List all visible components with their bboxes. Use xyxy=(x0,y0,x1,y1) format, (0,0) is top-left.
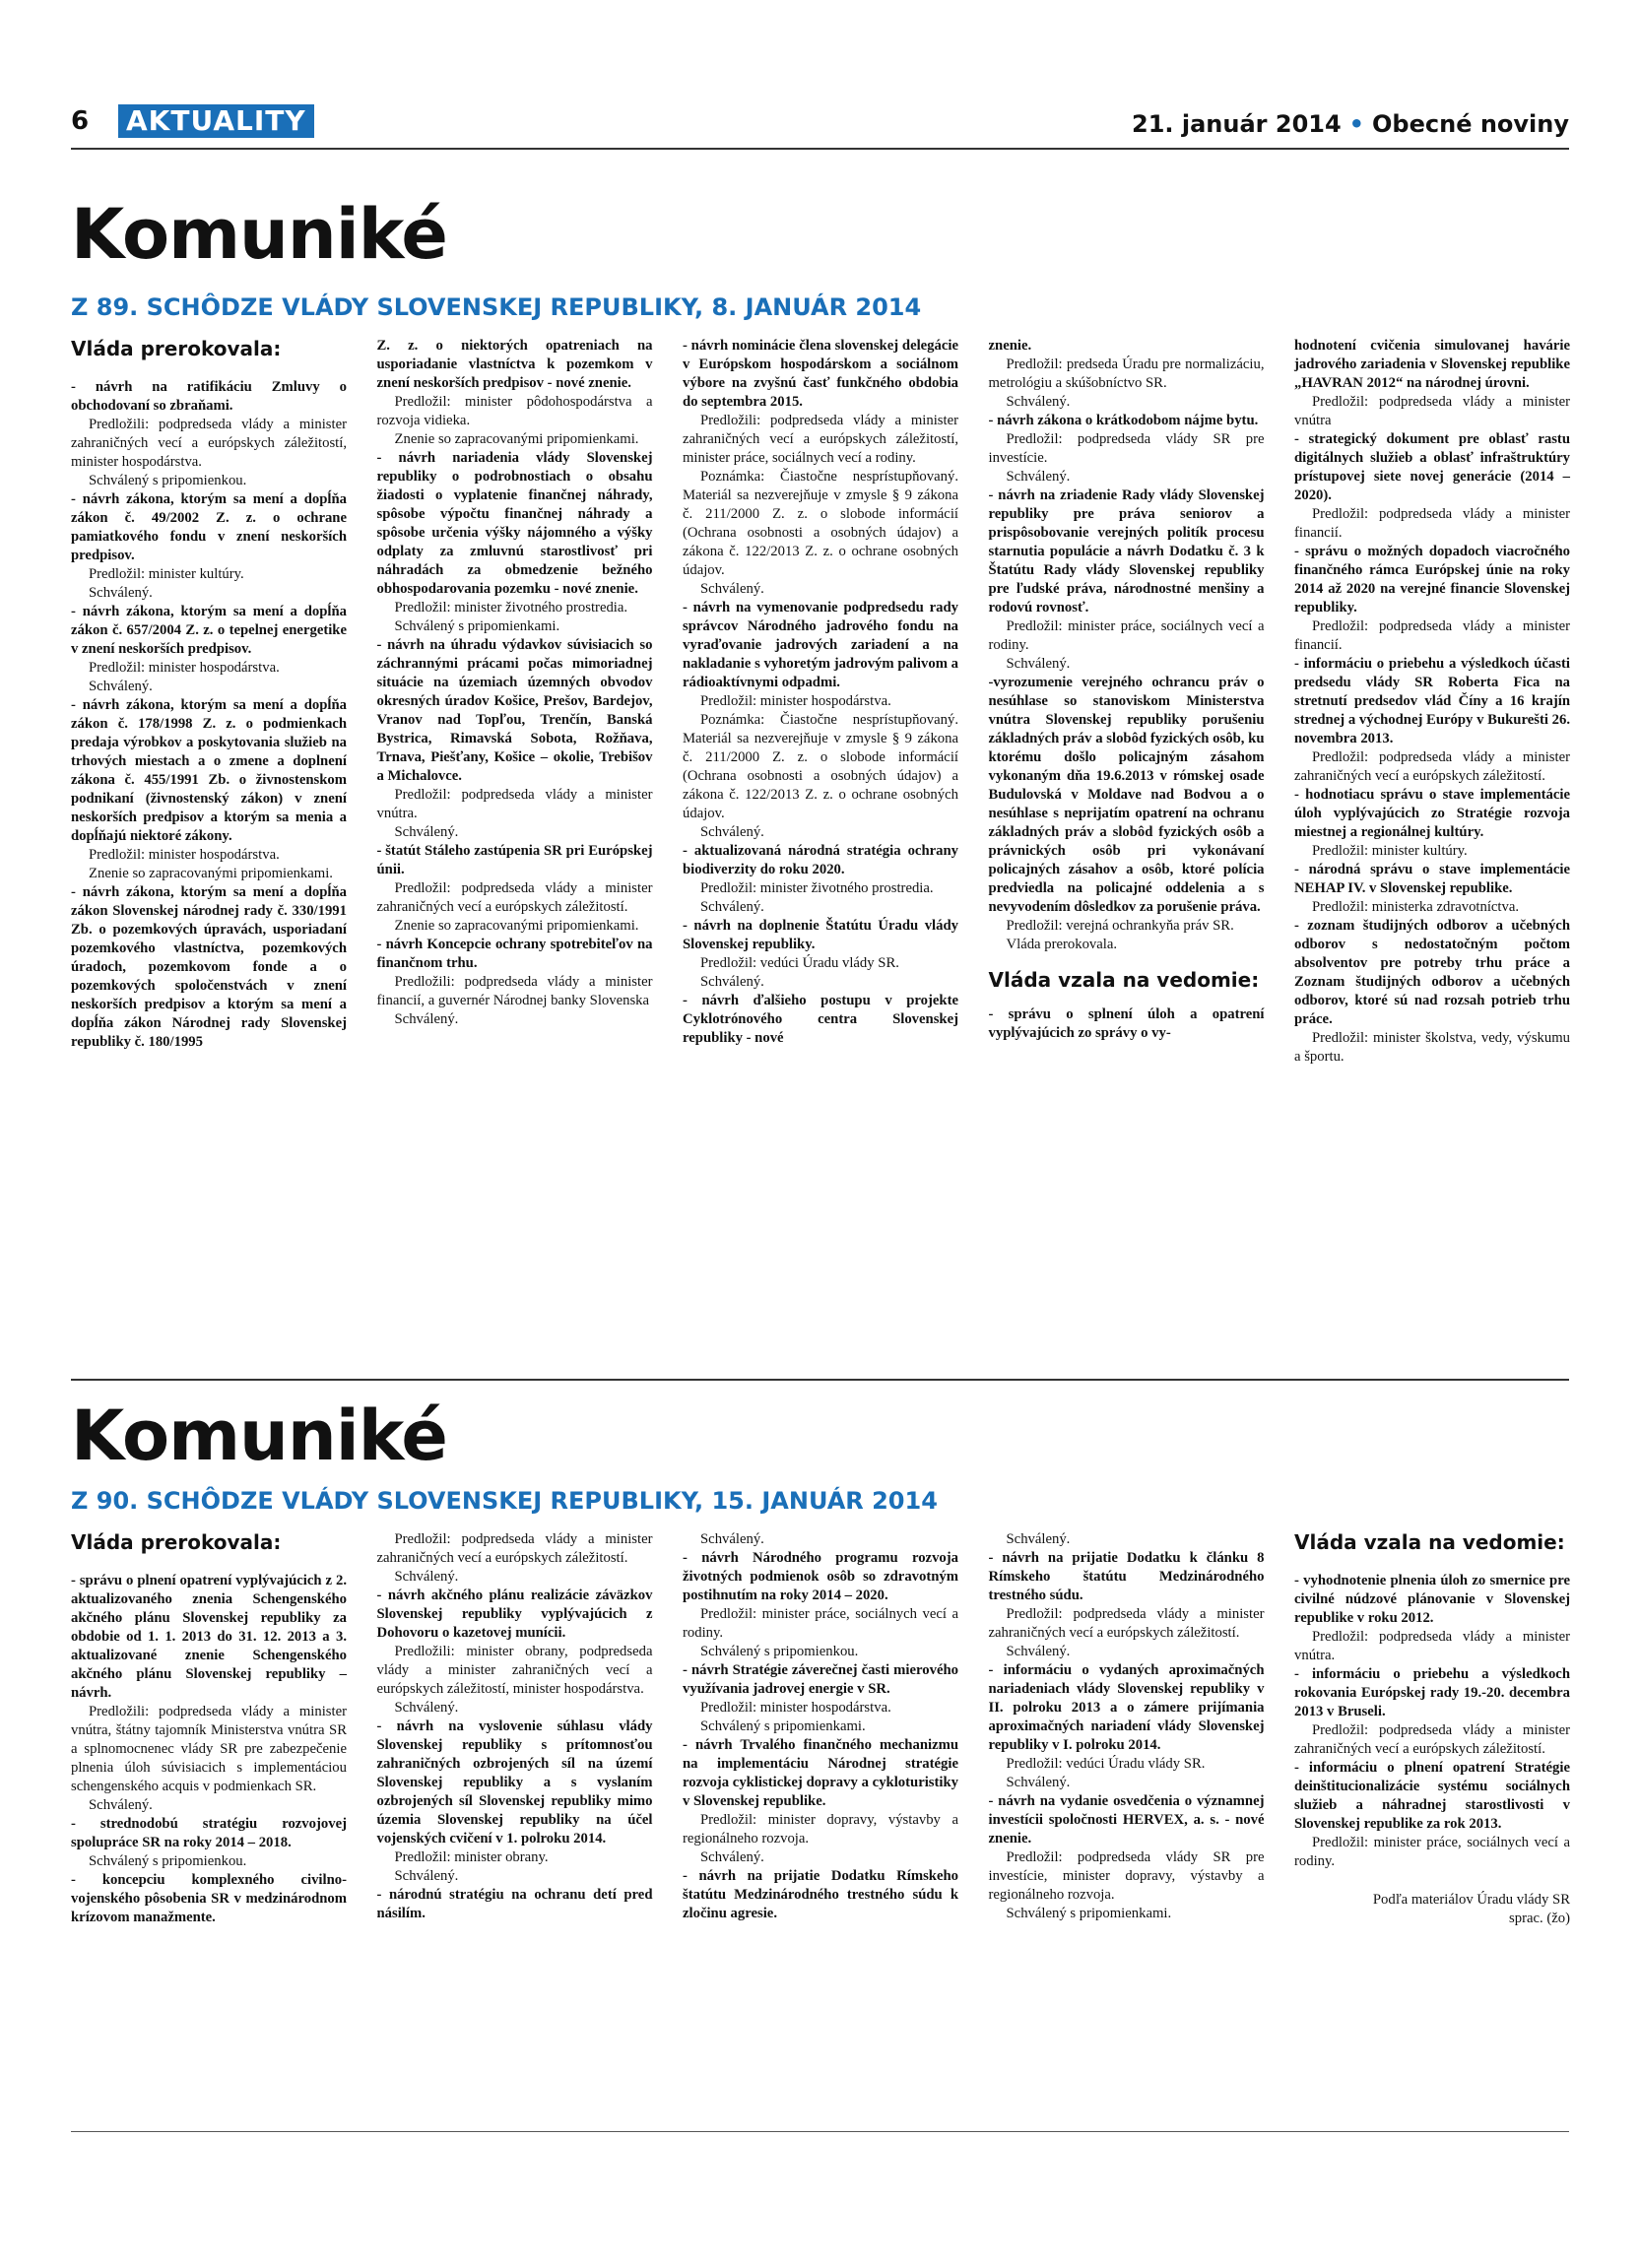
agenda-item: - návrh nominácie člena slovenskej delegácie v Európskom hospodárskom a sociálnom výbore na zvyšnú časť funkčného obdobia do septembra 2015. xyxy=(683,338,958,410)
section-label: AKTUALITY xyxy=(118,104,314,138)
footer-rule xyxy=(71,2131,1569,2132)
agenda-item: - informáciu o priebehu a výsledkoch účasti predsedu vlády SR Roberta Fica na stretnutí predsedov vlád Číny a 16 krajín strednej a východnej Európy v Bukurešti 26. novembra 2013. xyxy=(1294,656,1570,746)
agenda-item: - návrh zákona, ktorým sa mení a dopĺňa zákon č. 178/1998 Z. z. o podmienkach predaja výrobkov a poskytovania služieb na trhových miestach a o zmene a doplnení zákona č. 455/1991 Zb. o živnostenskom podnikaní (živnostenský zákon) v znení neskorších predpisov a ktorým sa menia a dopĺňajú niektoré zákony. xyxy=(71,697,347,844)
agenda-item: - návrh na doplnenie Štatútu Úradu vlády Slovenskej republiky. xyxy=(683,918,958,952)
agenda-note: Schválený. xyxy=(1006,1531,1071,1547)
text-column xyxy=(71,337,347,1067)
agenda-item: - návrh akčného plánu realizácie záväzkov Slovenskej republiky vyplývajúcich z Dohovoru o kazetovej munícii. xyxy=(376,1588,653,1641)
agenda-item: - vyhodnotenie plnenia úloh zo smernice pre civilné núdzové plánovanie v Slovenskej republike v roku 2012. xyxy=(1294,1573,1570,1626)
text-column xyxy=(989,1530,1265,1928)
agenda-item: - návrh na vyslovenie súhlasu vlády Slovenskej republiky s prítomnosťou zahraničných ozbrojených síl na území Slovenskej republiky a s vyslaním ozbrojených síl Slovenskej republiky mimo územia Slovenskej republiky na účel vojenských cvičení v 1. polroku 2014. xyxy=(376,1718,653,1847)
text-column xyxy=(71,1530,347,1928)
agenda-note: Predložil: ministerka zdravotníctva. xyxy=(1312,899,1520,915)
agenda-note: Predložil: minister hospodárstva. xyxy=(89,847,280,863)
agenda-item: - aktualizovaná národná stratégia ochrany biodiverzity do roku 2020. xyxy=(683,843,958,877)
agenda-note: Predložil: minister životného prostredia. xyxy=(394,600,628,616)
agenda-note: Predložil: vedúci Úradu vlády SR. xyxy=(1006,1756,1206,1772)
agenda-note: Schválený. xyxy=(89,1797,153,1813)
agenda-item: - informáciu o priebehu a výsledkoch rokovania Európskej rady 19.-20. decembra 2013 v Bruseli. xyxy=(1294,1666,1570,1719)
agenda-note: Predložili: podpredseda vlády a minister zahraničných vecí a európskych záležitostí, minister práce, sociálnych vecí a rodiny. xyxy=(683,413,958,466)
agenda-item: - návrh Trvalého finančného mechanizmu na implementáciu Národnej stratégie rozvoja cyklistickej dopravy a cykloturistiky v Slovenskej republike. xyxy=(683,1737,958,1809)
agenda-item: - informáciu o plnení opatrení Stratégie deinštitucionalizácie systému sociálnych služieb a náhradnej starostlivosti v Slovenskej republike za rok 2013. xyxy=(1294,1760,1570,1832)
agenda-item: - národná správu o stave implementácie NEHAP IV. v Slovenskej republike. xyxy=(1294,862,1570,896)
agenda-note: Predložil: minister hospodárstva. xyxy=(700,1700,891,1716)
agenda-item: - návrh ďalšieho postupu v projekte Cyklotrónového centra Slovenskej republiky - nové xyxy=(683,993,958,1046)
section-heading: Vláda vzala na vedomie: xyxy=(988,968,1260,992)
agenda-note: Predložil: podpredseda vlády SR pre investície, minister dopravy, výstavby a regionálneho rozvoja. xyxy=(988,1849,1265,1903)
agenda-note: Predložil: podpredseda vlády a minister zahraničných vecí a európskych záležitostí. xyxy=(1294,1722,1570,1757)
agenda-note: Vláda prerokovala. xyxy=(1006,937,1118,952)
publication-name: Obecné noviny xyxy=(1372,110,1569,138)
agenda-note: Znenie so zapracovanými pripomienkami. xyxy=(394,918,639,934)
agenda-note: Predložil: minister kultúry. xyxy=(89,566,244,582)
agenda-item: - návrh na prijatie Dodatku k článku 8 Rímskeho štatútu Medzinárodného trestného súdu. xyxy=(988,1550,1265,1603)
agenda-note: Predložil: podpredseda vlády a minister vnútra. xyxy=(1294,1629,1570,1663)
section-heading: Vláda prerokovala: xyxy=(71,337,282,360)
agenda-note: Predložil: podpredseda vlády a minister vnútra. xyxy=(376,787,653,821)
agenda-note: Schválený. xyxy=(394,1868,459,1884)
agenda-item: - návrh Národného programu rozvoja životných podmienok osôb so zdravotným postihnutím na roky 2014 – 2020. xyxy=(683,1550,958,1603)
article-subtitle: Z 90. SCHÔDZE VLÁDY SLOVENSKEJ REPUBLIKY, 15. JANUÁR 2014 xyxy=(71,1487,938,1515)
agenda-note: Schválený. xyxy=(700,824,764,840)
agenda-note: Schválený. xyxy=(89,679,153,694)
agenda-note: Znenie so zapracovanými pripomienkami. xyxy=(394,431,639,447)
agenda-note: Schválený. xyxy=(394,824,459,840)
agenda-item: - štatút Stáleho zastúpenia SR pri Európskej únii. xyxy=(376,843,653,877)
agenda-note: Predložil: minister školstva, vedy, výskumu a športu. xyxy=(1294,1030,1570,1065)
agenda-note: Predložil: minister pôdohospodárstva a rozvoja vidieka. xyxy=(376,394,653,428)
agenda-note: Predložil: minister práce, sociálnych vecí a rodiny. xyxy=(988,618,1265,653)
agenda-item: - návrh na prijatie Dodatku Rímskeho štatútu Medzinárodného trestného súdu k zločinu agresie. xyxy=(683,1868,958,1921)
agenda-note: Predložil: minister obrany. xyxy=(394,1849,549,1865)
agenda-note: Predložil: minister kultúry. xyxy=(1312,843,1468,859)
text-column xyxy=(377,1530,653,1928)
agenda-note: Schválený. xyxy=(700,1531,764,1547)
agenda-note: Schválený. xyxy=(700,899,764,915)
article-title: Komuniké xyxy=(71,194,447,275)
text-column xyxy=(377,337,653,1067)
agenda-note: Schválený s pripomienkou. xyxy=(89,473,247,488)
agenda-note: Predložili: minister obrany, podpredseda vlády a minister zahraničných vecí a európskych záležitostí, minister hospodárstva. xyxy=(376,1644,653,1697)
agenda-item: znenie. xyxy=(988,338,1032,354)
agenda-note: Predložil: podpredseda vlády a minister zahraničných vecí a európskych záležitostí. xyxy=(988,1606,1265,1641)
agenda-note: Schválený. xyxy=(700,581,764,597)
agenda-note: Schválený. xyxy=(89,585,153,601)
page-header xyxy=(71,102,1569,144)
article-body xyxy=(71,1530,1570,1928)
agenda-note: Schválený. xyxy=(394,1011,459,1027)
agenda-note: Schválený. xyxy=(1006,1644,1071,1659)
agenda-item: - hodnotiacu správu o stave implementácie úloh vyplývajúcich zo Stratégie rozvoja miestnej a regionálnej kultúry. xyxy=(1294,787,1570,840)
text-column xyxy=(683,337,958,1067)
article-subtitle: Z 89. SCHÔDZE VLÁDY SLOVENSKEJ REPUBLIKY, 8. JANUÁR 2014 xyxy=(71,293,922,321)
agenda-item: - správu o plnení opatrení vyplývajúcich z 2. aktualizovaného znenia Schengenského akčného plánu Slovenskej republiky za obdobie od 1. 1. 2013 do 31. 12. 2013 a 3. aktualizované znenie Schengenského akčného plánu Slovenskej republiky – návrh. xyxy=(71,1573,347,1701)
text-column xyxy=(1294,337,1570,1067)
agenda-note: Predložil: minister práce, sociálnych vecí a rodiny. xyxy=(683,1606,958,1641)
agenda-item: - návrh zákona, ktorým sa mení a dopĺňa zákon č. 657/2004 Z. z. o tepelnej energetike v znení neskorších predpisov. xyxy=(71,604,347,657)
article-title: Komuniké xyxy=(71,1395,447,1476)
agenda-note: Schválený. xyxy=(1006,656,1071,672)
section-heading: Vláda vzala na vedomie: xyxy=(1294,1530,1565,1554)
agenda-item: - návrh na vymenovanie podpredsedu rady správcov Národného jadrového fondu na vyraďovanie jadrových zariadení a na nakladanie s vyhoretým jadrovým palivom a rádioaktívnymi odpadmi. xyxy=(683,600,958,690)
article-divider xyxy=(71,1379,1569,1381)
agenda-item: - správu o možných dopadoch viacročného finančného rámca Európskej únie na roky 2014 až 2020 na verejné financie Slovenskej republiky. xyxy=(1294,544,1570,616)
agenda-item: hodnotení cvičenia simulovanej havárie jadrového zariadenia v Slovenskej republike „HAVRAN 2012“ na národnej úrovni. xyxy=(1294,338,1570,391)
agenda-note: Predložil: minister práce, sociálnych vecí a rodiny. xyxy=(1294,1835,1570,1869)
text-column xyxy=(1294,1530,1570,1928)
page-number: 6 xyxy=(71,106,90,136)
agenda-item: - návrh na zriadenie Rady vlády Slovenskej republiky pre práva seniorov a prispôsobovanie verejných politík procesu starnutia populácie a návrh Dodatku č. 3 k Štatútu Rady vlády Slovenskej republiky pre ľudské práva, národnostné menšiny a rodovú rovnosť. xyxy=(988,487,1265,616)
agenda-note: Predložil: minister dopravy, výstavby a regionálneho rozvoja. xyxy=(683,1812,958,1847)
section-heading: Vláda prerokovala: xyxy=(71,1530,282,1554)
issue-date: 21. január 2014 xyxy=(1132,110,1342,138)
agenda-note: Predložil: verejná ochrankyňa práv SR. xyxy=(1006,918,1234,934)
agenda-note: Predložil: podpredseda vlády a minister zahraničných vecí a európskych záležitostí. xyxy=(1294,749,1570,784)
separator-dot: • xyxy=(1348,110,1365,138)
header-rule xyxy=(71,148,1569,150)
agenda-note: Predložil: podpredseda vlády a minister financií. xyxy=(1294,618,1570,653)
agenda-note: Schválený. xyxy=(394,1700,459,1716)
agenda-note: Predložil: minister životného prostredia. xyxy=(700,880,934,896)
agenda-note: Schválený. xyxy=(1006,1775,1071,1790)
agenda-note: Schválený s pripomienkami. xyxy=(700,1718,866,1734)
agenda-item: - strednodobú stratégiu rozvojovej spolupráce SR na roky 2014 – 2018. xyxy=(71,1816,347,1850)
agenda-note: Poznámka: Čiastočne nesprístupňovaný. Materiál sa nezverejňuje v zmysle § 9 zákona č. 211/2000 Z. z. o slobode informácií (Ochrana osobnosti a osobných údajov) a zákona č. 122/2013 Z. z. o ochrane osobných údajov. xyxy=(683,712,958,821)
agenda-note: Predložil: podpredseda vlády a minister financií. xyxy=(1294,506,1570,541)
agenda-item: - návrh zákona, ktorým sa mení a dopĺňa zákon č. 49/2002 Z. z. o ochrane pamiatkového fondu v znení neskorších predpisov. xyxy=(71,491,347,563)
agenda-item: - návrh Stratégie záverečnej časti mierového využívania jadrovej energie v SR. xyxy=(683,1662,958,1697)
agenda-note: Schválený s pripomienkami. xyxy=(1006,1906,1172,1921)
agenda-note: Schválený. xyxy=(394,1569,459,1585)
agenda-item: Z. z. o niektorých opatreniach na usporiadanie vlastníctva k pozemkom v znení neskorších predpisov - nové znenie. xyxy=(376,338,653,391)
agenda-item: - strategický dokument pre oblasť rastu digitálnych služieb a oblasť infraštruktúry prístupovej siete novej generácie (2014 – 2020). xyxy=(1294,431,1570,503)
agenda-item: - národnú stratégiu na ochranu detí pred násilím. xyxy=(376,1887,653,1921)
agenda-item: - návrh na ratifikáciu Zmluvy o obchodovaní so zbraňami. xyxy=(71,379,347,414)
article-body xyxy=(71,337,1570,1067)
issue-info xyxy=(1132,110,1569,138)
agenda-note: Schválený s pripomienkami. xyxy=(394,618,560,634)
agenda-note: Predložili: podpredseda vlády a minister zahraničných vecí a európskych záležitostí, minister hospodárstva. xyxy=(71,417,347,470)
agenda-note: Schválený. xyxy=(700,974,764,990)
agenda-item: - návrh Koncepcie ochrany spotrebiteľov na finančnom trhu. xyxy=(376,937,653,971)
source-author: sprac. (žo) xyxy=(1509,1911,1570,1926)
agenda-note: Schválený. xyxy=(1006,469,1071,485)
agenda-note: Poznámka: Čiastočne nesprístupňovaný. Materiál sa nezverejňuje v zmysle § 9 zákona č. 211/2000 Z. z. o slobode informácií (Ochrana osobnosti a osobných údajov) a zákona č. 122/2013 Z. z. o ochrane osobných údajov. xyxy=(683,469,958,578)
agenda-note: Schválený. xyxy=(700,1849,764,1865)
agenda-note: Predložil: minister hospodárstva. xyxy=(700,693,891,709)
agenda-note: Znenie so zapracovanými pripomienkami. xyxy=(89,866,333,881)
text-column xyxy=(683,1530,958,1928)
agenda-item: - návrh zákona, ktorým sa mení a dopĺňa zákon Slovenskej národnej rady č. 330/1991 Zb. o pozemkových úpravách, usporiadaní pozemkového vlastníctva, pozemkových úradoch, pozemkovom fonde a o pozemkových spoločenstvách v znení neskorších predpisov a ktorým sa mení a dopĺňa zákon Národnej rady Slovenskej republiky č. 180/1995 xyxy=(71,884,347,1050)
text-column xyxy=(989,337,1265,1067)
agenda-note: Schválený s pripomienkou. xyxy=(89,1853,247,1869)
agenda-note: Schválený. xyxy=(1006,394,1071,410)
agenda-note: Predložil: podpredseda vlády a minister vnútra xyxy=(1294,394,1570,428)
agenda-item: - koncepciu komplexného civilno-vojenského pôsobenia SR v medzinárodnom krízovom manažmente. xyxy=(71,1872,347,1925)
agenda-note: Predložili: podpredseda vlády a minister financií, a guvernér Národnej banky Slovenska xyxy=(376,974,653,1008)
agenda-item: - návrh nariadenia vlády Slovenskej republiky o podrobnostiach o obsahu žiadosti o vyplatenie finančnej náhrady, spôsobe výpočtu finančnej náhrady a spôsobe určenia výšky nájomného a výšky odplaty za zmluvnú starostlivosť pri náhradách za obmedzenie bežného obhospodarovania pozemku - nové znenie. xyxy=(376,450,653,597)
source-note: Podľa materiálov Úradu vlády SR xyxy=(1372,1892,1570,1908)
agenda-item: - návrh na vydanie osvedčenia o významnej investícii spoločnosti HERVEX, a. s. - nové znenie. xyxy=(988,1793,1265,1847)
agenda-note: Predložil: podpredseda vlády a minister zahraničných vecí a európskych záležitostí. xyxy=(376,880,653,915)
agenda-item: - návrh zákona o krátkodobom nájme bytu. xyxy=(988,413,1259,428)
agenda-note: Schválený s pripomienkou. xyxy=(700,1644,859,1659)
agenda-item: - návrh na úhradu výdavkov súvisiacich so záchrannými prácami počas mimoriadnej situácie na územiach územných obvodov okresných úradov Košice, Prešov, Bardejov, Vranov nad Topľou, Trenčín, Banská Bystrica, Rimavská Sobota, Rožňava, Trnava, Piešťany, Košice – okolie, Trebišov a Michalovce. xyxy=(376,637,653,784)
agenda-item: - zoznam študijných odborov a učebných odborov s nedostatočným počtom absolventov pre potreby trhu práce a Zoznam študijných odborov a učebných odborov, ktoré sú nad rozsah potrieb trhu práce. xyxy=(1294,918,1570,1027)
agenda-item: - správu o splnení úloh a opatrení vyplývajúcich zo správy o vy- xyxy=(988,1006,1265,1041)
agenda-note: Predložil: podpredseda vlády SR pre investície. xyxy=(988,431,1265,466)
agenda-item: -vyrozumenie verejného ochrancu práv o nesúhlase so stanoviskom Ministerstva vnútra Slovenskej republiky porušeniu základných práv a slobôd fyzických osôb, ku ktorému došlo policajným zásahom vykonaným dňa 19.6.2013 v rómskej osade Budulovská v Moldave nad Bodvou a o nesúhlase s neprijatím opatrení na ochranu základných práv a slobôd fyzických osôb a právnických osôb pri vykonávaní policajných zásahov a osôb, ktoré polícia predviedla na policajné oddelenia a s nevyvodením dôsledkov za porušenie práva. xyxy=(988,675,1265,915)
agenda-note: Predložil: vedúci Úradu vlády SR. xyxy=(700,955,899,971)
agenda-note: Predložil: predseda Úradu pre normalizáciu, metrológiu a skúšobníctvo SR. xyxy=(988,356,1265,391)
agenda-item: - informáciu o vydaných aproximačných nariadeniach vlády Slovenskej republiky v II. polroku 2013 a o zámere prijímania aproximačných nariadení vlády Slovenskej republiky v I. polroku 2014. xyxy=(988,1662,1265,1753)
agenda-note: Predložil: minister hospodárstva. xyxy=(89,660,280,676)
agenda-note: Predložil: podpredseda vlády a minister zahraničných vecí a európskych záležitostí. xyxy=(376,1531,653,1566)
agenda-note: Predložili: podpredseda vlády a minister vnútra, štátny tajomník Ministerstva vnútra SR a splnomocnenec vlády SR pre zabezpečenie plnenia úloh súvisiacich s implementáciou schengenského acquis v podmienkach SR. xyxy=(71,1704,347,1794)
